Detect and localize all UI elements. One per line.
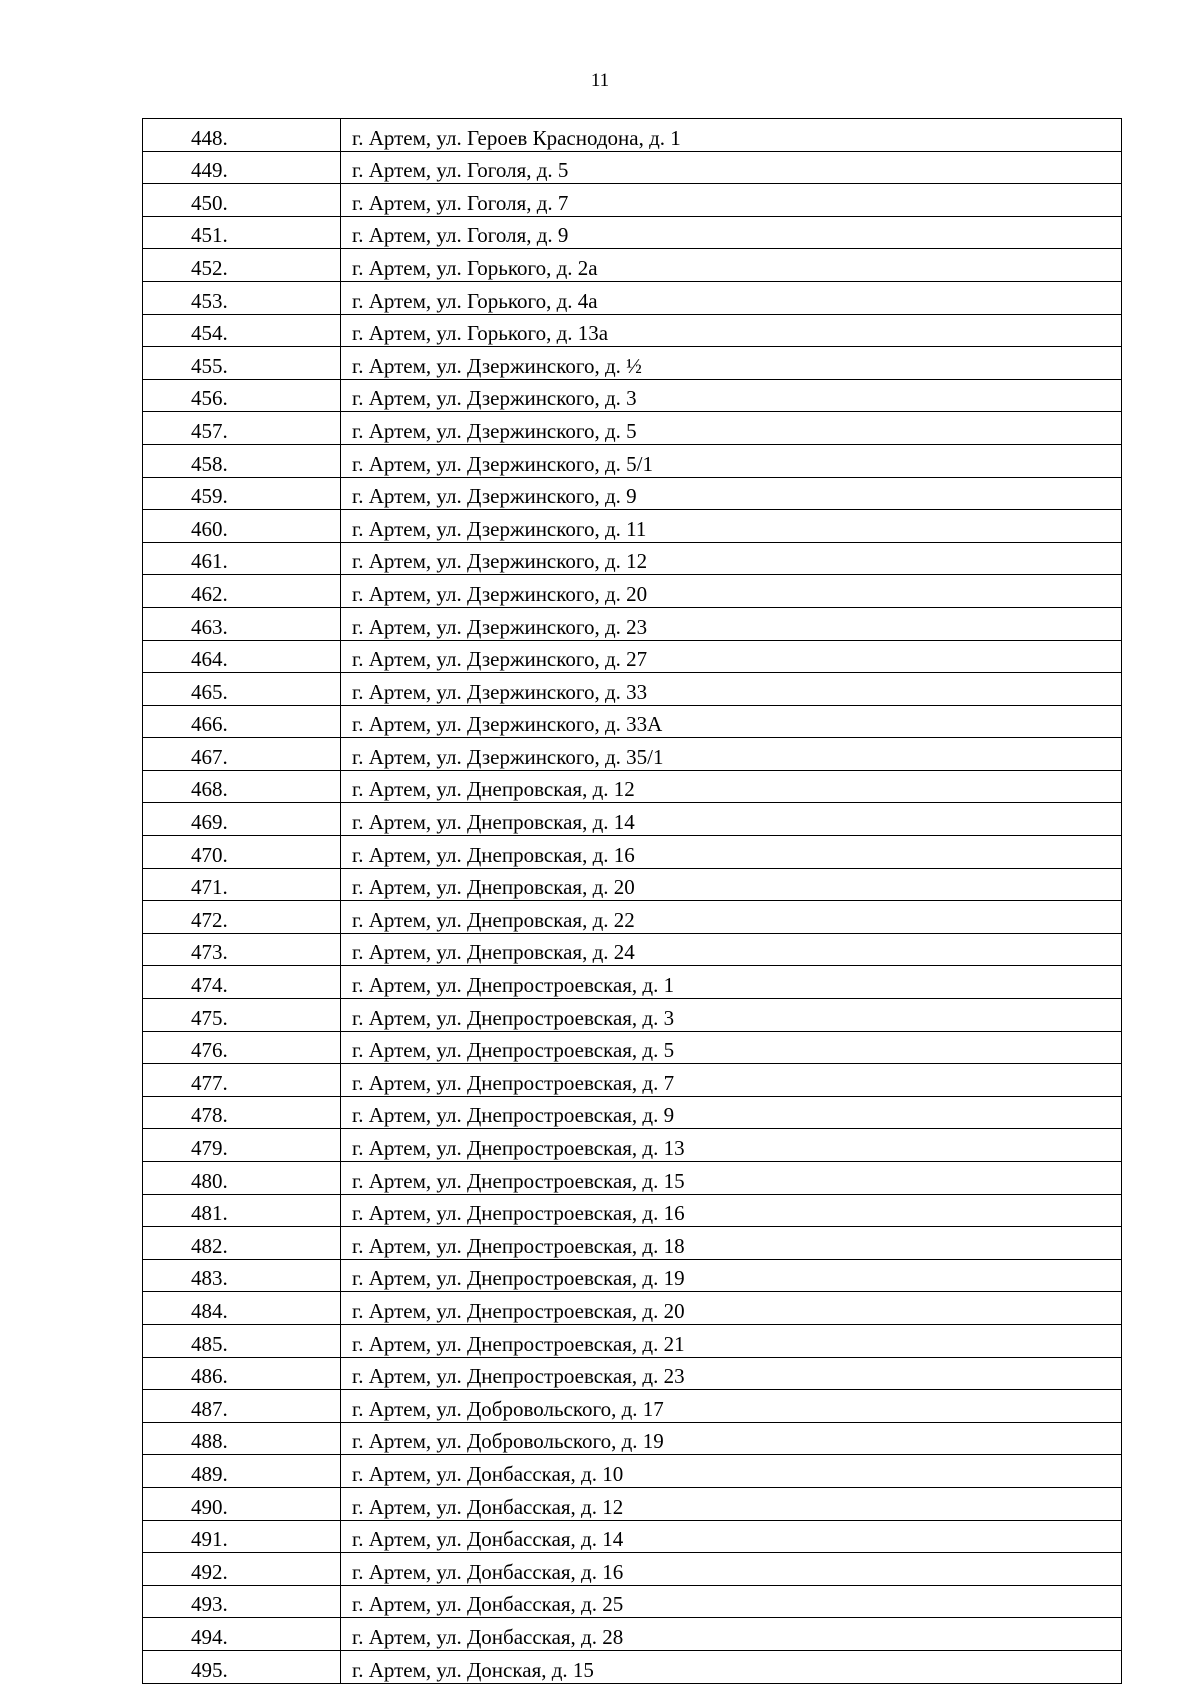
address-cell: г. Артем, ул. Днепровская, д. 16 — [341, 836, 1122, 869]
table-row — [143, 1227, 1122, 1260]
row-number-cell: 474. — [143, 966, 341, 999]
row-number-cell: 460. — [143, 510, 341, 543]
table-row — [143, 999, 1122, 1032]
row-number-cell: 456. — [143, 379, 341, 412]
address-cell: г. Артем, ул. Днепростроевская, д. 3 — [341, 999, 1122, 1032]
address-cell: г. Артем, ул. Днепровская, д. 14 — [341, 803, 1122, 836]
table-row — [143, 640, 1122, 673]
row-number-cell: 495. — [143, 1650, 341, 1683]
table-row — [143, 1064, 1122, 1097]
address-cell: г. Артем, ул. Днепростроевская, д. 19 — [341, 1259, 1122, 1292]
row-number-cell: 490. — [143, 1487, 341, 1520]
row-number-cell: 449. — [143, 151, 341, 184]
address-cell: г. Артем, ул. Дзержинского, д. 3 — [341, 379, 1122, 412]
address-cell: г. Артем, ул. Добровольского, д. 19 — [341, 1422, 1122, 1455]
table-row — [143, 1096, 1122, 1129]
address-cell: г. Артем, ул. Гоголя, д. 9 — [341, 216, 1122, 249]
address-cell: г. Артем, ул. Дзержинского, д. 5 — [341, 412, 1122, 445]
address-cell: г. Артем, ул. Днепростроевская, д. 21 — [341, 1324, 1122, 1357]
row-number-cell: 462. — [143, 575, 341, 608]
table-row — [143, 281, 1122, 314]
address-cell: г. Артем, ул. Днепровская, д. 24 — [341, 933, 1122, 966]
table-row — [143, 1585, 1122, 1618]
row-number-cell: 463. — [143, 607, 341, 640]
address-cell: г. Артем, ул. Днепростроевская, д. 23 — [341, 1357, 1122, 1390]
table-row — [143, 673, 1122, 706]
address-cell: г. Артем, ул. Дзержинского, д. 11 — [341, 510, 1122, 543]
address-cell: г. Артем, ул. Донбасская, д. 28 — [341, 1618, 1122, 1651]
row-number-cell: 475. — [143, 999, 341, 1032]
table-row — [143, 216, 1122, 249]
address-cell: г. Артем, ул. Героев Краснодона, д. 1 — [341, 119, 1122, 152]
row-number-cell: 461. — [143, 542, 341, 575]
row-number-cell: 457. — [143, 412, 341, 445]
address-cell: г. Артем, ул. Дзержинского, д. 27 — [341, 640, 1122, 673]
table-row — [143, 966, 1122, 999]
table-row — [143, 184, 1122, 217]
table-row — [143, 477, 1122, 510]
table-row — [143, 1487, 1122, 1520]
table-row — [143, 1390, 1122, 1423]
row-number-cell: 486. — [143, 1357, 341, 1390]
table-row — [143, 379, 1122, 412]
address-cell: г. Артем, ул. Днепровская, д. 12 — [341, 770, 1122, 803]
row-number-cell: 455. — [143, 347, 341, 380]
table-row — [143, 1553, 1122, 1586]
row-number-cell: 473. — [143, 933, 341, 966]
address-cell: г. Артем, ул. Дзержинского, д. 20 — [341, 575, 1122, 608]
table-row — [143, 607, 1122, 640]
table-row — [143, 510, 1122, 543]
table-row — [143, 249, 1122, 282]
address-cell: г. Артем, ул. Дзержинского, д. ½ — [341, 347, 1122, 380]
table-row — [143, 868, 1122, 901]
row-number-cell: 469. — [143, 803, 341, 836]
row-number-cell: 493. — [143, 1585, 341, 1618]
row-number-cell: 489. — [143, 1455, 341, 1488]
address-cell: г. Артем, ул. Днепровская, д. 22 — [341, 901, 1122, 934]
row-number-cell: 487. — [143, 1390, 341, 1423]
address-cell: г. Артем, ул. Днепростроевская, д. 13 — [341, 1129, 1122, 1162]
row-number-cell: 484. — [143, 1292, 341, 1325]
row-number-cell: 468. — [143, 770, 341, 803]
row-number-cell: 454. — [143, 314, 341, 347]
row-number-cell: 466. — [143, 705, 341, 738]
address-table-body — [143, 119, 1122, 1684]
address-cell: г. Артем, ул. Горького, д. 2а — [341, 249, 1122, 282]
table-row — [143, 1455, 1122, 1488]
table-row — [143, 1618, 1122, 1651]
address-cell: г. Артем, ул. Донбасская, д. 14 — [341, 1520, 1122, 1553]
table-row — [143, 1031, 1122, 1064]
address-cell: г. Артем, ул. Днепростроевская, д. 18 — [341, 1227, 1122, 1260]
table-row — [143, 803, 1122, 836]
row-number-cell: 491. — [143, 1520, 341, 1553]
table-row — [143, 1520, 1122, 1553]
address-cell: г. Артем, ул. Донбасская, д. 10 — [341, 1455, 1122, 1488]
table-row — [143, 347, 1122, 380]
row-number-cell: 476. — [143, 1031, 341, 1064]
row-number-cell: 471. — [143, 868, 341, 901]
table-row — [143, 119, 1122, 152]
row-number-cell: 472. — [143, 901, 341, 934]
row-number-cell: 483. — [143, 1259, 341, 1292]
address-cell: г. Артем, ул. Дзержинского, д. 23 — [341, 607, 1122, 640]
address-cell: г. Артем, ул. Донбасская, д. 16 — [341, 1553, 1122, 1586]
table-row — [143, 1650, 1122, 1683]
table-row — [143, 770, 1122, 803]
address-cell: г. Артем, ул. Днепростроевская, д. 9 — [341, 1096, 1122, 1129]
address-cell: г. Артем, ул. Горького, д. 4а — [341, 281, 1122, 314]
address-cell: г. Артем, ул. Дзержинского, д. 35/1 — [341, 738, 1122, 771]
row-number-cell: 458. — [143, 444, 341, 477]
table-row — [143, 1129, 1122, 1162]
row-number-cell: 470. — [143, 836, 341, 869]
table-row — [143, 412, 1122, 445]
table-row — [143, 1357, 1122, 1390]
address-cell: г. Артем, ул. Днепростроевская, д. 16 — [341, 1194, 1122, 1227]
address-cell: г. Артем, ул. Днепростроевская, д. 1 — [341, 966, 1122, 999]
row-number-cell: 479. — [143, 1129, 341, 1162]
address-cell: г. Артем, ул. Донская, д. 15 — [341, 1650, 1122, 1683]
table-row — [143, 933, 1122, 966]
table-row — [143, 1324, 1122, 1357]
address-cell: г. Артем, ул. Днепростроевская, д. 15 — [341, 1162, 1122, 1195]
table-row — [143, 705, 1122, 738]
address-cell: г. Артем, ул. Дзержинского, д. 33А — [341, 705, 1122, 738]
table-row — [143, 314, 1122, 347]
table-row — [143, 1162, 1122, 1195]
table-row — [143, 444, 1122, 477]
row-number-cell: 477. — [143, 1064, 341, 1097]
row-number-cell: 464. — [143, 640, 341, 673]
row-number-cell: 478. — [143, 1096, 341, 1129]
row-number-cell: 450. — [143, 184, 341, 217]
row-number-cell: 492. — [143, 1553, 341, 1586]
page-number: 11 — [590, 70, 610, 91]
address-cell: г. Артем, ул. Гоголя, д. 7 — [341, 184, 1122, 217]
row-number-cell: 448. — [143, 119, 341, 152]
row-number-cell: 465. — [143, 673, 341, 706]
address-cell: г. Артем, ул. Днепровская, д. 20 — [341, 868, 1122, 901]
address-cell: г. Артем, ул. Днепростроевская, д. 20 — [341, 1292, 1122, 1325]
row-number-cell: 494. — [143, 1618, 341, 1651]
address-cell: г. Артем, ул. Днепростроевская, д. 5 — [341, 1031, 1122, 1064]
table-row — [143, 836, 1122, 869]
address-cell: г. Артем, ул. Донбасская, д. 12 — [341, 1487, 1122, 1520]
address-cell: г. Артем, ул. Дзержинского, д. 33 — [341, 673, 1122, 706]
address-table — [142, 118, 1122, 1684]
address-cell: г. Артем, ул. Дзержинского, д. 12 — [341, 542, 1122, 575]
row-number-cell: 467. — [143, 738, 341, 771]
address-cell: г. Артем, ул. Днепростроевская, д. 7 — [341, 1064, 1122, 1097]
address-cell: г. Артем, ул. Донбасская, д. 25 — [341, 1585, 1122, 1618]
table-row — [143, 1259, 1122, 1292]
table-row — [143, 1194, 1122, 1227]
row-number-cell: 482. — [143, 1227, 341, 1260]
table-row — [143, 901, 1122, 934]
table-row — [143, 738, 1122, 771]
row-number-cell: 452. — [143, 249, 341, 282]
address-cell: г. Артем, ул. Гоголя, д. 5 — [341, 151, 1122, 184]
address-cell: г. Артем, ул. Горького, д. 13а — [341, 314, 1122, 347]
row-number-cell: 480. — [143, 1162, 341, 1195]
row-number-cell: 488. — [143, 1422, 341, 1455]
row-number-cell: 485. — [143, 1324, 341, 1357]
row-number-cell: 459. — [143, 477, 341, 510]
address-cell: г. Артем, ул. Добровольского, д. 17 — [341, 1390, 1122, 1423]
table-row — [143, 542, 1122, 575]
row-number-cell: 451. — [143, 216, 341, 249]
address-cell: г. Артем, ул. Дзержинского, д. 5/1 — [341, 444, 1122, 477]
row-number-cell: 481. — [143, 1194, 341, 1227]
table-row — [143, 151, 1122, 184]
table-row — [143, 575, 1122, 608]
row-number-cell: 453. — [143, 281, 341, 314]
table-row — [143, 1422, 1122, 1455]
table-row — [143, 1292, 1122, 1325]
address-cell: г. Артем, ул. Дзержинского, д. 9 — [341, 477, 1122, 510]
